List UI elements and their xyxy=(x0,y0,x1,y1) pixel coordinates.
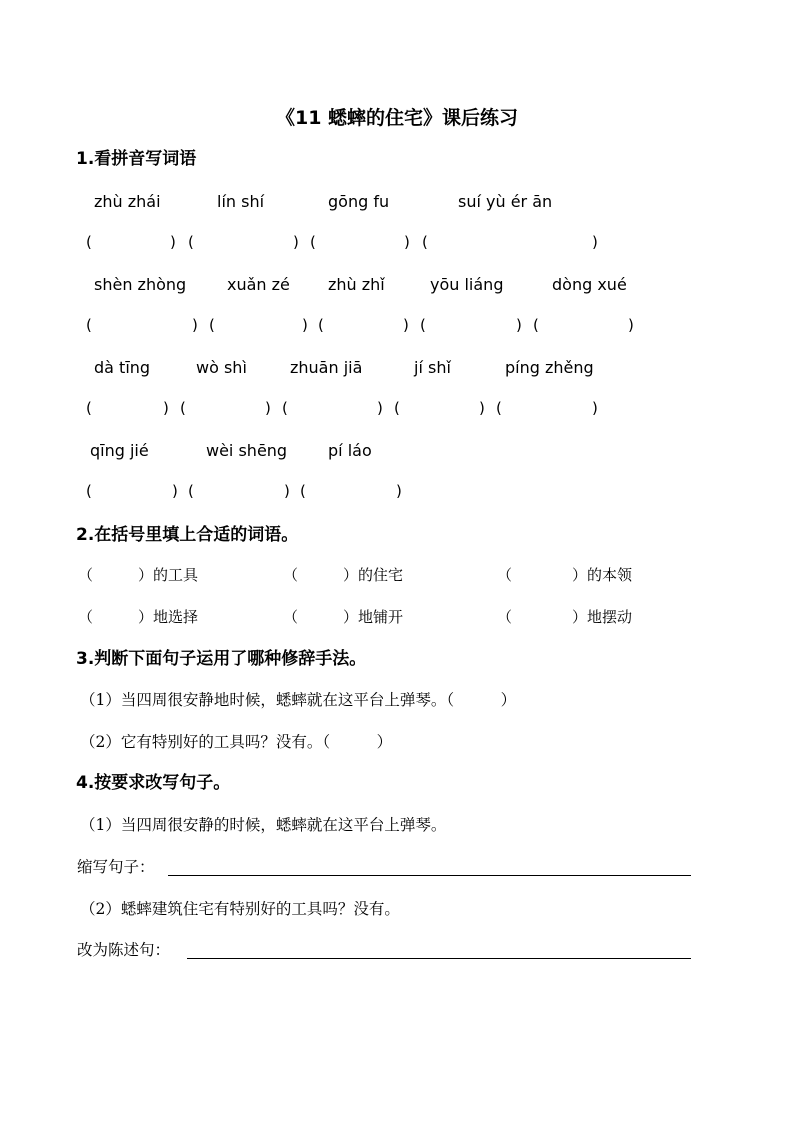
condense-label: 缩写句子： xyxy=(77,858,155,876)
answer-box-15-close: ) xyxy=(172,482,178,500)
answer-box-16-open: ( xyxy=(188,482,194,500)
answer-box-7-close: ) xyxy=(403,316,409,334)
fill-blank-skill: （ ）的本领 xyxy=(497,566,633,584)
pinyin-zhuan-jia: zhuān jiā xyxy=(290,358,363,377)
answer-box-11-close: ) xyxy=(265,399,271,417)
fill-blank-swing: （ ）地摆动 xyxy=(497,608,633,626)
pinyin-dong-xue: dòng xué xyxy=(552,275,627,294)
pinyin-shen-zhong: shèn zhòng xyxy=(94,275,187,294)
pinyin-ping-zheng: píng zhěng xyxy=(505,358,594,377)
pinyin-wei-sheng: wèi shēng xyxy=(206,441,288,460)
answer-box-12-close: ) xyxy=(377,399,383,417)
pinyin-qing-jie: qīng jié xyxy=(90,441,149,460)
pinyin-zhu-zhi: zhù zhǐ xyxy=(328,275,385,294)
pinyin-wo-shi: wò shì xyxy=(196,358,247,377)
answer-box-1-close: ) xyxy=(170,233,176,251)
page-title: 《11 蟋蟀的住宅》课后练习 xyxy=(275,107,519,129)
pinyin-sui-yu-er-an: suí yù ér ān xyxy=(458,192,553,211)
pinyin-da-ting: dà tīng xyxy=(94,358,151,377)
answer-box-4-close: ) xyxy=(592,233,598,251)
answer-box-8-close: ) xyxy=(516,316,522,334)
fill-blank-tool: （ ）的工具 xyxy=(78,566,199,584)
answer-box-3-close: ) xyxy=(404,233,410,251)
pinyin-pi-lao: pí láo xyxy=(328,441,372,460)
q4-sentence-2: （2）蟋蟀建筑住宅有特别好的工具吗？没有。 xyxy=(80,900,400,918)
answer-box-13-close: ) xyxy=(479,399,485,417)
answer-box-14-open: ( xyxy=(496,399,502,417)
answer-box-8-open: ( xyxy=(420,316,426,334)
answer-box-10-close: ) xyxy=(163,399,169,417)
answer-box-5-close: ) xyxy=(192,316,198,334)
q4-sentence-1: （1）当四周很安静的时候，蟋蟀就在这平台上弹琴。 xyxy=(80,816,447,834)
pinyin-zhu-zhai: zhù zhái xyxy=(94,192,161,211)
answer-box-17-close: ) xyxy=(396,482,402,500)
pinyin-xuan-ze: xuǎn zé xyxy=(227,275,290,294)
q3-heading: 3.判断下面句子运用了哪种修辞手法。 xyxy=(76,649,367,669)
answer-box-17-open: ( xyxy=(300,482,306,500)
answer-box-13-open: ( xyxy=(394,399,400,417)
answer-box-1-open: ( xyxy=(86,233,92,251)
q3-sentence-2: （2）它有特别好的工具吗？没有。（ ） xyxy=(80,733,393,751)
answer-box-3-open: ( xyxy=(310,233,316,251)
answer-box-2-close: ) xyxy=(293,233,299,251)
answer-box-11-open: ( xyxy=(180,399,186,417)
answer-box-12-open: ( xyxy=(282,399,288,417)
pinyin-ji-shi: jí shǐ xyxy=(414,358,451,377)
q1-heading: 1.看拼音写词语 xyxy=(76,149,197,169)
q2-heading: 2.在括号里填上合适的词语。 xyxy=(76,525,299,545)
answer-box-14-close: ) xyxy=(592,399,598,417)
fill-blank-house: （ ）的住宅 xyxy=(283,566,404,584)
pinyin-you-liang: yōu liáng xyxy=(430,275,504,294)
answer-box-4-open: ( xyxy=(422,233,428,251)
answer-box-2-open: ( xyxy=(188,233,194,251)
answer-box-9-open: ( xyxy=(533,316,539,334)
declarative-answer-line[interactable] xyxy=(187,958,691,959)
fill-blank-choose: （ ）地选择 xyxy=(78,608,199,626)
declarative-label: 改为陈述句： xyxy=(77,941,171,959)
answer-box-6-close: ) xyxy=(302,316,308,334)
answer-box-15-open: ( xyxy=(86,482,92,500)
condense-answer-line[interactable] xyxy=(168,875,691,876)
answer-box-10-open: ( xyxy=(86,399,92,417)
answer-box-7-open: ( xyxy=(318,316,324,334)
pinyin-gong-fu: gōng fu xyxy=(328,192,390,211)
pinyin-lin-shi: lín shí xyxy=(217,192,265,211)
answer-box-16-close: ) xyxy=(284,482,290,500)
q4-heading: 4.按要求改写句子。 xyxy=(76,773,231,793)
answer-box-5-open: ( xyxy=(86,316,92,334)
answer-box-6-open: ( xyxy=(209,316,215,334)
fill-blank-spread: （ ）地铺开 xyxy=(283,608,404,626)
answer-box-9-close: ) xyxy=(628,316,634,334)
q3-sentence-1: （1）当四周很安静地时候，蟋蟀就在这平台上弹琴。（ ） xyxy=(80,691,517,709)
